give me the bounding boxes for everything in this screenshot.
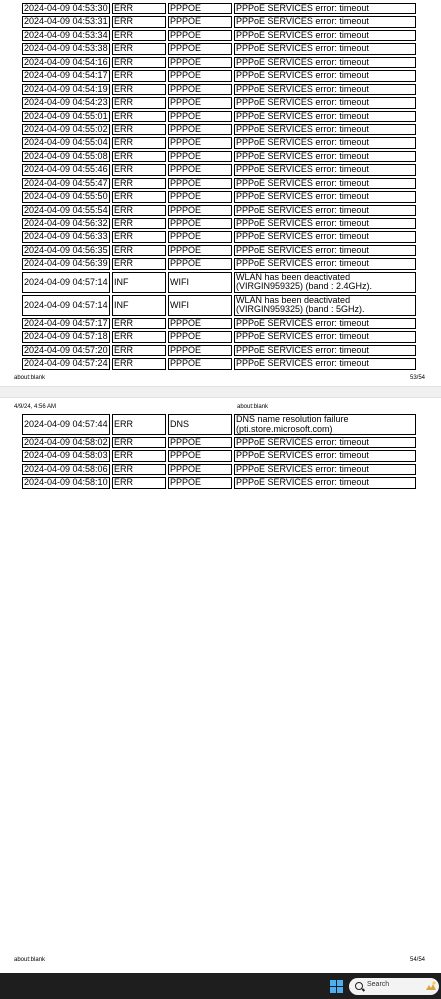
- table-row: [22, 318, 416, 329]
- log-level-cell: ERR: [112, 30, 166, 41]
- page-footer-number: 53/54: [409, 375, 425, 381]
- log-source-cell: PPPOE: [168, 137, 232, 148]
- log-date-cell: 2024-04-09 04:55:47: [22, 178, 110, 189]
- search-label: Search: [367, 981, 390, 988]
- log-message-cell: PPPoE SERVICES error: timeout: [234, 124, 416, 135]
- table-row: [22, 477, 416, 488]
- log-level-cell: ERR: [112, 331, 166, 342]
- table-row: [22, 124, 416, 135]
- log-source-cell: PPPOE: [168, 57, 232, 68]
- log-date-cell: 2024-04-09 04:55:50: [22, 191, 110, 202]
- table-row: [22, 151, 416, 162]
- table-row: [22, 3, 416, 14]
- log-level-cell: ERR: [112, 218, 166, 229]
- log-message-cell: DNS name resolution failure (pti.store.microsoft.com): [234, 414, 416, 435]
- table-row: [22, 43, 416, 54]
- log-message-cell: PPPoE SERVICES error: timeout: [234, 245, 416, 256]
- log-source-cell: PPPOE: [168, 245, 232, 256]
- log-level-cell: ERR: [112, 358, 166, 369]
- log-date-cell: 2024-04-09 04:56:32: [22, 218, 110, 229]
- table-row: [22, 295, 416, 316]
- log-date-cell: 2024-04-09 04:53:38: [22, 43, 110, 54]
- page-separator: [0, 386, 441, 398]
- log-message-cell: PPPoE SERVICES error: timeout: [234, 205, 416, 216]
- table-row: [22, 245, 416, 256]
- log-message-cell: PPPoE SERVICES error: timeout: [234, 477, 416, 488]
- table-row: [22, 331, 416, 342]
- log-date-cell: 2024-04-09 04:55:08: [22, 151, 110, 162]
- log-message-cell: PPPoE SERVICES error: timeout: [234, 30, 416, 41]
- log-source-cell: PPPOE: [168, 97, 232, 108]
- log-date-cell: 2024-04-09 04:58:03: [22, 450, 110, 461]
- log-level-cell: ERR: [112, 464, 166, 475]
- log-date-cell: 2024-04-09 04:54:19: [22, 84, 110, 95]
- taskbar: [0, 973, 441, 999]
- log-date-cell: 2024-04-09 04:57:24: [22, 358, 110, 369]
- log-source-cell: PPPOE: [168, 437, 232, 448]
- log-level-cell: ERR: [112, 43, 166, 54]
- table-row: [22, 437, 416, 448]
- log-message-cell: PPPoE SERVICES error: timeout: [234, 331, 416, 342]
- table-row: [22, 358, 416, 369]
- log-message-cell: PPPoE SERVICES error: timeout: [234, 137, 416, 148]
- log-source-cell: PPPOE: [168, 331, 232, 342]
- log-source-cell: DNS: [168, 414, 232, 435]
- log-date-cell: 2024-04-09 04:53:30: [22, 3, 110, 14]
- log-date-cell: 2024-04-09 04:54:17: [22, 70, 110, 81]
- log-source-cell: PPPOE: [168, 477, 232, 488]
- log-message-cell: PPPoE SERVICES error: timeout: [234, 84, 416, 95]
- log-message-cell: WLAN has been deactivated (VIRGIN959325) (band : 2.4GHz).: [234, 272, 416, 293]
- table-row: [22, 111, 416, 122]
- table-row: [22, 30, 416, 41]
- log-date-cell: 2024-04-09 04:54:23: [22, 97, 110, 108]
- log-date-cell: 2024-04-09 04:58:02: [22, 437, 110, 448]
- table-row: [22, 178, 416, 189]
- log-source-cell: PPPOE: [168, 16, 232, 27]
- log-level-cell: ERR: [112, 245, 166, 256]
- log-source-cell: PPPOE: [168, 345, 232, 356]
- log-message-cell: PPPoE SERVICES error: timeout: [234, 191, 416, 202]
- table-row: [22, 97, 416, 108]
- log-date-cell: 2024-04-09 04:54:16: [22, 57, 110, 68]
- log-message-cell: PPPoE SERVICES error: timeout: [234, 164, 416, 175]
- table-row: [22, 258, 416, 269]
- log-date-cell: 2024-04-09 04:57:14: [22, 295, 110, 316]
- table-row: [22, 450, 416, 461]
- log-date-cell: 2024-04-09 04:56:39: [22, 258, 110, 269]
- log-message-cell: PPPoE SERVICES error: timeout: [234, 57, 416, 68]
- log-source-cell: PPPOE: [168, 231, 232, 242]
- table-row: [22, 414, 416, 435]
- log-message-cell: PPPoE SERVICES error: timeout: [234, 97, 416, 108]
- log-level-cell: ERR: [112, 164, 166, 175]
- log-level-cell: ERR: [112, 450, 166, 461]
- taskbar-search-box[interactable]: [349, 978, 439, 995]
- log-date-cell: 2024-04-09 04:55:54: [22, 205, 110, 216]
- log-source-cell: PPPOE: [168, 43, 232, 54]
- log-date-cell: 2024-04-09 04:57:17: [22, 318, 110, 329]
- log-level-cell: ERR: [112, 258, 166, 269]
- log-message-cell: PPPoE SERVICES error: timeout: [234, 43, 416, 54]
- log-source-cell: PPPOE: [168, 151, 232, 162]
- table-row: [22, 205, 416, 216]
- log-date-cell: 2024-04-09 04:55:01: [22, 111, 110, 122]
- log-source-cell: PPPOE: [168, 124, 232, 135]
- log-level-cell: ERR: [112, 16, 166, 27]
- log-source-cell: PPPOE: [168, 205, 232, 216]
- table-row: [22, 345, 416, 356]
- table-row: [22, 164, 416, 175]
- log-level-cell: ERR: [112, 205, 166, 216]
- log-message-cell: PPPoE SERVICES error: timeout: [234, 345, 416, 356]
- log-date-cell: 2024-04-09 04:57:18: [22, 331, 110, 342]
- log-message-cell: PPPoE SERVICES error: timeout: [234, 218, 416, 229]
- log-source-cell: PPPOE: [168, 30, 232, 41]
- log-date-cell: 2024-04-09 04:56:35: [22, 245, 110, 256]
- log-message-cell: PPPoE SERVICES error: timeout: [234, 111, 416, 122]
- log-level-cell: ERR: [112, 137, 166, 148]
- log-source-cell: WIFI: [168, 295, 232, 316]
- search-icon: [355, 982, 363, 990]
- log-source-cell: PPPOE: [168, 318, 232, 329]
- log-level-cell: ERR: [112, 178, 166, 189]
- log-message-cell: PPPoE SERVICES error: timeout: [234, 3, 416, 14]
- page-footer-url: about:blank: [14, 375, 46, 381]
- log-level-cell: ERR: [112, 231, 166, 242]
- table-row: [22, 84, 416, 95]
- log-date-cell: 2024-04-09 04:53:34: [22, 30, 110, 41]
- log-level-cell: ERR: [112, 57, 166, 68]
- log-table-page-54: [20, 412, 418, 491]
- page-footer-number: 54/54: [409, 957, 425, 963]
- log-message-cell: PPPoE SERVICES error: timeout: [234, 70, 416, 81]
- table-row: [22, 16, 416, 27]
- log-message-cell: PPPoE SERVICES error: timeout: [234, 464, 416, 475]
- log-level-cell: ERR: [112, 70, 166, 81]
- log-message-cell: PPPoE SERVICES error: timeout: [234, 318, 416, 329]
- log-source-cell: PPPOE: [168, 450, 232, 461]
- log-date-cell: 2024-04-09 04:55:02: [22, 124, 110, 135]
- log-date-cell: 2024-04-09 04:57:20: [22, 345, 110, 356]
- log-source-cell: PPPOE: [168, 164, 232, 175]
- log-level-cell: ERR: [112, 414, 166, 435]
- log-level-cell: ERR: [112, 345, 166, 356]
- log-date-cell: 2024-04-09 04:53:31: [22, 16, 110, 27]
- table-row: [22, 57, 416, 68]
- table-row: [22, 191, 416, 202]
- log-table-body: [22, 3, 416, 370]
- log-date-cell: 2024-04-09 04:57:44: [22, 414, 110, 435]
- log-source-cell: PPPOE: [168, 84, 232, 95]
- log-message-cell: PPPoE SERVICES error: timeout: [234, 437, 416, 448]
- log-message-cell: PPPoE SERVICES error: timeout: [234, 151, 416, 162]
- log-message-cell: PPPoE SERVICES error: timeout: [234, 16, 416, 27]
- log-level-cell: ERR: [112, 3, 166, 14]
- log-message-cell: PPPoE SERVICES error: timeout: [234, 258, 416, 269]
- search-highlight-icon: [425, 980, 437, 992]
- log-source-cell: PPPOE: [168, 464, 232, 475]
- log-level-cell: ERR: [112, 97, 166, 108]
- log-level-cell: ERR: [112, 437, 166, 448]
- log-source-cell: PPPOE: [168, 70, 232, 81]
- log-level-cell: ERR: [112, 191, 166, 202]
- log-table-body: [22, 414, 416, 489]
- log-source-cell: PPPOE: [168, 218, 232, 229]
- log-level-cell: ERR: [112, 318, 166, 329]
- log-message-cell: PPPoE SERVICES error: timeout: [234, 450, 416, 461]
- log-date-cell: 2024-04-09 04:57:14: [22, 272, 110, 293]
- log-level-cell: INF: [112, 272, 166, 293]
- log-level-cell: ERR: [112, 124, 166, 135]
- log-message-cell: PPPoE SERVICES error: timeout: [234, 358, 416, 369]
- log-source-cell: PPPOE: [168, 358, 232, 369]
- log-source-cell: PPPOE: [168, 3, 232, 14]
- table-row: [22, 218, 416, 229]
- log-source-cell: PPPOE: [168, 191, 232, 202]
- log-date-cell: 2024-04-09 04:55:46: [22, 164, 110, 175]
- log-level-cell: ERR: [112, 477, 166, 488]
- log-date-cell: 2024-04-09 04:58:10: [22, 477, 110, 488]
- page-footer-url: about:blank: [14, 957, 46, 963]
- table-row: [22, 70, 416, 81]
- table-row: [22, 231, 416, 242]
- log-message-cell: WLAN has been deactivated (VIRGIN959325) (band : 5GHz).: [234, 295, 416, 316]
- log-level-cell: ERR: [112, 84, 166, 95]
- log-source-cell: PPPOE: [168, 178, 232, 189]
- log-date-cell: 2024-04-09 04:58:06: [22, 464, 110, 475]
- log-message-cell: PPPoE SERVICES error: timeout: [234, 178, 416, 189]
- table-row: [22, 464, 416, 475]
- log-table-page-53: [20, 1, 418, 372]
- log-source-cell: WIFI: [168, 272, 232, 293]
- log-source-cell: PPPOE: [168, 111, 232, 122]
- table-row: [22, 137, 416, 148]
- page-header-url: about:blank: [237, 404, 269, 410]
- page-header-datetime: 4/9/24, 4:56 AM: [14, 404, 57, 410]
- log-level-cell: ERR: [112, 151, 166, 162]
- windows-start-icon[interactable]: [330, 980, 343, 993]
- log-level-cell: ERR: [112, 111, 166, 122]
- log-level-cell: INF: [112, 295, 166, 316]
- log-date-cell: 2024-04-09 04:55:04: [22, 137, 110, 148]
- log-message-cell: PPPoE SERVICES error: timeout: [234, 231, 416, 242]
- log-date-cell: 2024-04-09 04:56:33: [22, 231, 110, 242]
- table-row: [22, 272, 416, 293]
- log-source-cell: PPPOE: [168, 258, 232, 269]
